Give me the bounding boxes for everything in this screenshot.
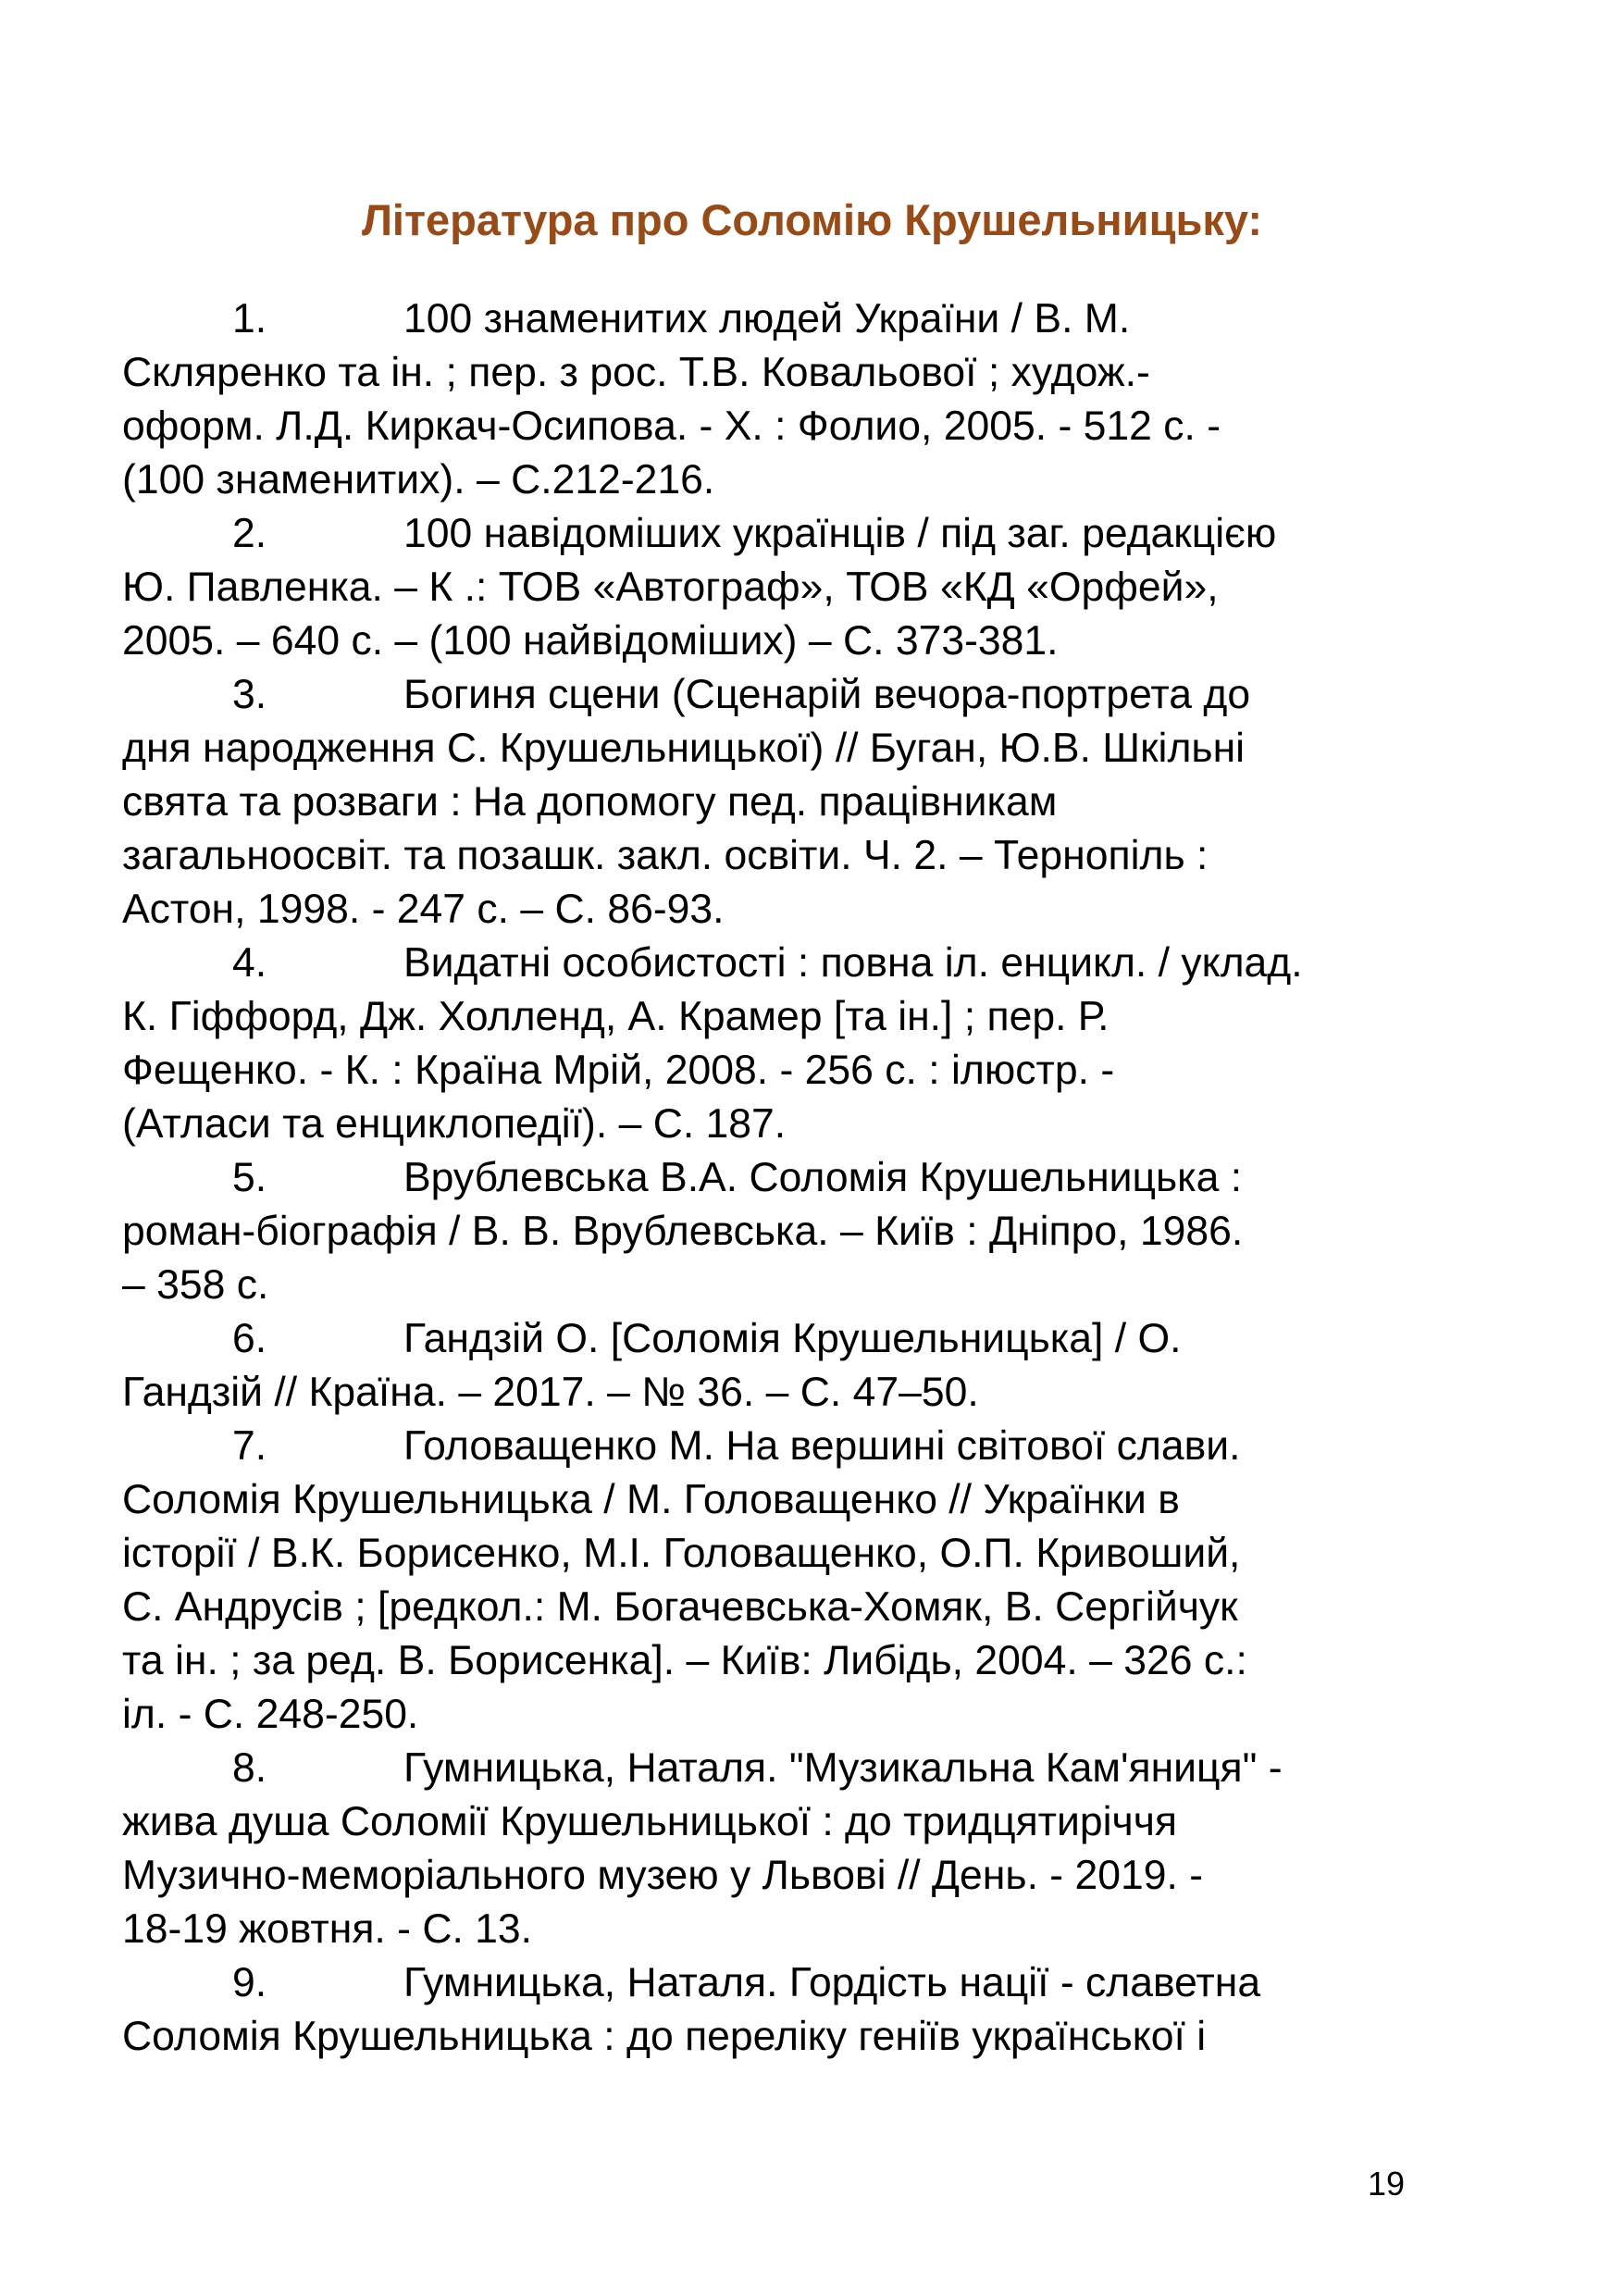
reference-item [122,1742,1418,1956]
page-title: Література про Соломію Крушельницьку: [361,195,1263,244]
reference-text: Головащенко М. На вершині світової слави. Соломія Крушельницька / М. Головащенко // Українки в історії / В.К. Борисенко, М.І. Головащенко, О.П. Кривоший, С. Андрусів ; [редкол.: М. Богачевська-Хомяк, В. Сергійчук та ін. ; за ред. В. Борисенка]. – Київ: Либідь, 2004. – 326 с.: іл. - С. 248-250. [122,1423,1247,1737]
reference-item [122,1151,1418,1312]
reference-list [122,292,1418,2064]
reference-text: Богиня сцени (Сценарій вечора-портрета до дня народження С. Крушельницької) // Буган, Ю.В. Шкільні свята та розваги : На допомогу пед. працівникам загальноосвіт. та позашк. закл. освіти. Ч. 2. – Тернопіль : Астон, 1998. - 247 с. – С. 86-93. [122,672,1251,932]
reference-text: Гандзій О. [Соломія Крушельницька] / О. Гандзій // Країна. – 2017. – № 36. – С. 47–50. [122,1316,1182,1415]
reference-number: 3. [232,672,267,717]
reference-number: 4. [232,940,267,986]
reference-item [122,937,1418,1151]
reference-item [122,668,1418,937]
reference-item [122,507,1418,668]
reference-text: Видатні особистості : повна іл. енцикл. / уклад. К. Гіффорд, Дж. Холленд, А. Крамер [та ін.] ; пер. Р. Фещенко. - К. : Країна Мрій, 2008. - 256 с. : ілюстр. - (Атласи та енциклопедії). – С. 187. [122,940,1303,1147]
reference-text: Гумницька, Наталя. "Музикальна Кам'яниця" - жива душа Соломії Крушельницької : до тридцятиріччя Музично-меморіального музею у Львові // День. - 2019. - 18-19 жовтня. - С. 13. [122,1745,1283,1952]
page-number: 19 [1368,2165,1406,2203]
reference-number: 8. [232,1745,267,1791]
reference-number: 2. [232,511,267,556]
reference-text: Врублевська В.А. Соломія Крушельницька : роман-біографія / В. В. Врублевська. – Київ : Дніпро, 1986. – 358 с. [122,1155,1244,1308]
reference-number: 1. [232,296,267,341]
reference-text: 100 навідоміших українців / під заг. редакцією Ю. Павленка. – К .: ТОВ «Автограф», ТОВ «КД «Орфей», 2005. – 640 с. – (100 найвідоміших) – С. 373-381. [122,511,1277,664]
reference-number: 7. [232,1423,267,1469]
reference-item [122,1312,1418,1420]
reference-text: 100 знаменитих людей України / В. М. Скляренко та ін. ; пер. з рос. Т.В. Ковальової ; худож.- оформ. Л.Д. Киркач-Осипова. - Х. : Фолио, 2005. - 512 с. - (100 знаменитих). – С.212-216. [122,296,1221,503]
reference-number: 9. [232,1960,267,2005]
reference-item [122,1420,1418,1742]
reference-number: 5. [232,1155,267,1200]
reference-text: Гумницька, Наталя. Гордість нації - славетна Соломія Крушельницька : до переліку геніїв української і [122,1960,1261,2059]
reference-number: 6. [232,1316,267,1361]
reference-item [122,292,1418,507]
reference-item [122,1956,1418,2064]
